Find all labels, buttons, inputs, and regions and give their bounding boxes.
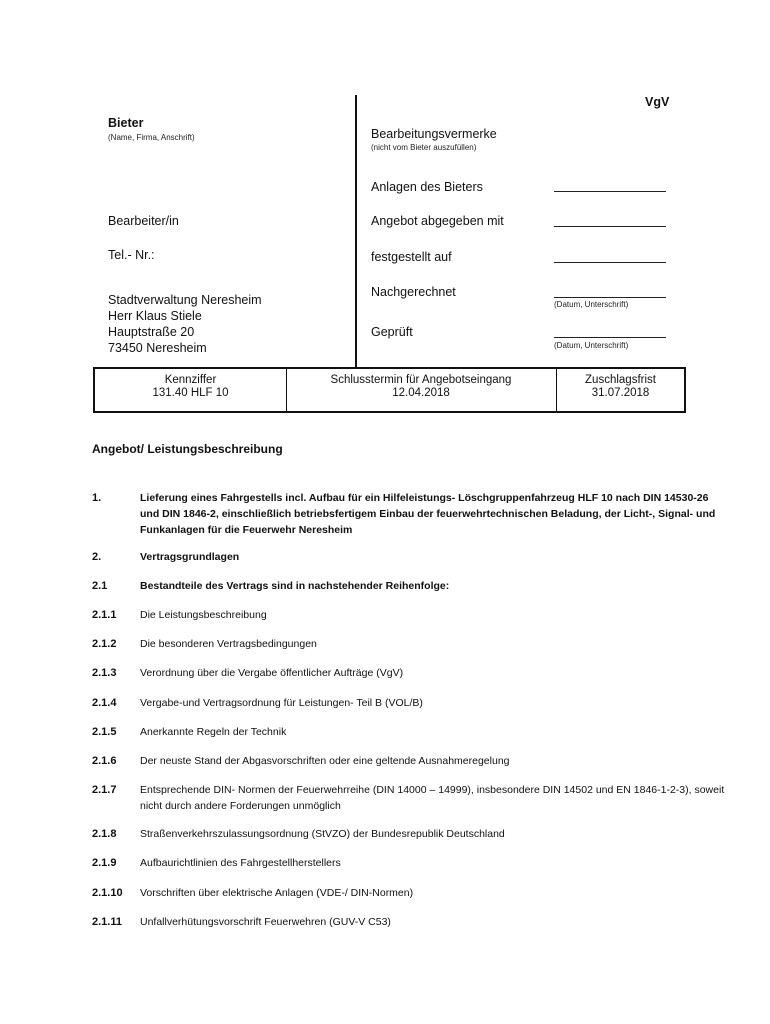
section-number: 2. bbox=[92, 551, 102, 563]
section-text: Bestandteile des Vertrags sind in nachstehender Reihenfolge: bbox=[140, 580, 450, 592]
bieter-title: Bieter bbox=[108, 116, 144, 130]
section-text: Anerkannte Regeln der Technik bbox=[140, 726, 287, 738]
section-text: Der neuste Stand der Abgasvorschriften oder eine geltende Ausnahmeregelung bbox=[140, 755, 510, 767]
remark-blank-line bbox=[554, 337, 666, 338]
section-text: Entsprechende DIN- Normen der Feuerwehrreihe (DIN 14000 – 14999), insbesondere DIN 14502 und EN 1846-1-2-3), soweit nicht durch andere Forderungen unmöglich bbox=[140, 784, 725, 812]
header-divider bbox=[355, 95, 357, 367]
remarks-hint: (nicht vom Bieter auszufüllen) bbox=[371, 143, 477, 152]
section-number: 2.1.1 bbox=[92, 609, 117, 621]
address-line: 73450 Neresheim bbox=[108, 341, 207, 355]
section-text: Straßenverkehrszulassungsordnung (StVZO) der Bundesrepublik Deutschland bbox=[140, 828, 505, 840]
info-cell-value: 12.04.2018 bbox=[392, 387, 450, 399]
section-number: 1. bbox=[92, 492, 102, 504]
info-cell-kennziffer bbox=[95, 369, 287, 411]
tel-label: Tel.- Nr.: bbox=[108, 248, 155, 262]
section-number: 2.1.3 bbox=[92, 667, 117, 679]
remark-label-angebot: Angebot abgegeben mit bbox=[371, 214, 504, 228]
section-number: 2.1.6 bbox=[92, 755, 117, 767]
section-number: 2.1.2 bbox=[92, 638, 117, 650]
section-text: Vorschriften über elektrische Anlagen (VDE-/ DIN-Normen) bbox=[140, 887, 414, 899]
section-number: 2.1.9 bbox=[92, 857, 117, 869]
section-text: Die besonderen Vertragsbedingungen bbox=[140, 638, 317, 650]
section-text: Verordnung über die Vergabe öffentlicher Aufträge (VgV) bbox=[140, 667, 404, 679]
section-number: 2.1.5 bbox=[92, 726, 117, 738]
section-number: 2.1.4 bbox=[92, 697, 117, 709]
info-cell-label: Schlusstermin für Angebotseingang bbox=[330, 374, 512, 386]
section-text: Vertragsgrundlagen bbox=[140, 551, 240, 563]
signature-hint: (Datum, Unterschrift) bbox=[554, 300, 629, 309]
remark-label-anlagen: Anlagen des Bieters bbox=[371, 180, 483, 194]
section-text: Vergabe-und Vertragsordnung für Leistungen- Teil B (VOL/B) bbox=[140, 697, 423, 709]
bearbeiter-label: Bearbeiter/in bbox=[108, 214, 179, 228]
remark-blank-line bbox=[554, 297, 666, 298]
info-cell-label: Kennziffer bbox=[164, 374, 217, 386]
info-table bbox=[93, 367, 686, 413]
section-text: Lieferung eines Fahrgestells incl. Aufbau für ein Hilfeleistungs- Löschgruppenfahrzeug HLF 10 nach DIN 14530-26 und DIN 1846-2, einschließlich betriebsfertigem Einbau der feuerwehrtechnischen Beladung, der Licht-, Signal- und Funkanlagen für die Feuerwehr Neresheim bbox=[140, 492, 716, 536]
info-cell-label: Zuschlagsfrist bbox=[585, 374, 656, 386]
section-number: 2.1.11 bbox=[92, 916, 122, 928]
bieter-hint: (Name, Firma, Anschrift) bbox=[108, 133, 195, 142]
remark-label-festgestellt: festgestellt auf bbox=[371, 250, 452, 264]
section-number: 2.1 bbox=[92, 580, 108, 592]
section-number: 2.1.8 bbox=[92, 828, 117, 840]
recipient-address bbox=[108, 292, 262, 356]
info-cell-value: 131.40 HLF 10 bbox=[152, 387, 229, 399]
section-number: 2.1.10 bbox=[92, 887, 123, 899]
document-title: Angebot/ Leistungsbeschreibung bbox=[92, 442, 283, 456]
address-line: Herr Klaus Stiele bbox=[108, 309, 202, 323]
info-cell-zuschlagsfrist bbox=[557, 369, 684, 411]
remark-label-geprueft: Geprüft bbox=[371, 325, 413, 339]
remark-blank-line bbox=[554, 226, 666, 227]
remark-label-nachgerechnet: Nachgerechnet bbox=[371, 285, 456, 299]
address-line: Stadtverwaltung Neresheim bbox=[108, 293, 262, 307]
remark-blank-line bbox=[554, 191, 666, 192]
section-text: Unfallverhütungsvorschrift Feuerwehren (GUV-V C53) bbox=[140, 916, 391, 928]
section-number: 2.1.7 bbox=[92, 784, 117, 796]
address-line: Hauptstraße 20 bbox=[108, 325, 195, 339]
signature-hint: (Datum, Unterschrift) bbox=[554, 341, 629, 350]
remarks-title: Bearbeitungsvermerke bbox=[371, 127, 497, 141]
vgv-label: VgV bbox=[645, 95, 670, 109]
section-text: Aufbaurichtlinien des Fahrgestellherstellers bbox=[140, 857, 341, 869]
info-cell-value: 31.07.2018 bbox=[591, 387, 650, 399]
section-text: Die Leistungsbeschreibung bbox=[140, 609, 267, 621]
info-cell-schlusstermin bbox=[286, 369, 557, 411]
remark-blank-line bbox=[554, 262, 666, 263]
